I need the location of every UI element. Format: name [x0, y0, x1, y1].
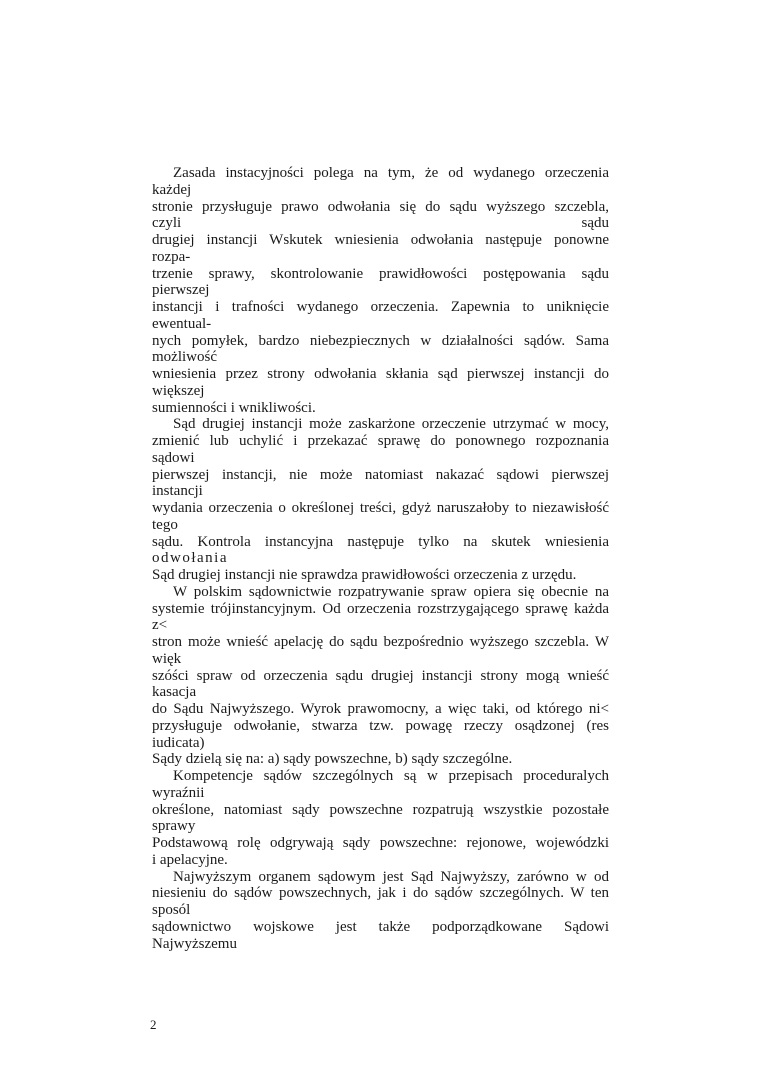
text-line: Najwyższym organem sądowym jest Sąd Najwyższy, zarówno w od — [173, 868, 609, 885]
text-line: sposól — [152, 902, 191, 918]
text-line: sądownictwo wojskowe jest także podporządkowane Sądowi — [152, 918, 609, 935]
text-line: Zasada instacyjności polega na tym, że od wydanego orzeczenia — [173, 165, 609, 181]
text-line: Sąd drugiej instancji nie sprawdza prawidłowości orzeczenia z urzędu. — [152, 567, 577, 583]
text-line: instancji — [152, 483, 203, 500]
text-line: trzenie sprawy, skontrolowanie prawidłowości postępowania sądu — [152, 265, 609, 282]
text-line: Sądy dzielą się na: a) sądy powszechne, b) sądy szczególne. — [152, 751, 513, 768]
text-line: szóści spraw od orzeczenia sądu drugiej instancji strony mogą wnieść — [152, 667, 609, 684]
text-line: stron może wnieść apelację do sądu bezpośrednio wyższego szczebla. W — [152, 634, 609, 650]
text-line: Kompetencje sądów szczególnych są w przepisach proceduralych — [173, 768, 609, 784]
text-line: możliwość — [152, 349, 217, 366]
text-line: czyli sądu — [152, 215, 609, 232]
text-line: sprawy — [152, 818, 196, 835]
text-line: wydania orzeczenia o określonej treści, gdyż naruszałoby to niezawisłość — [152, 500, 609, 516]
document-body-text — [152, 165, 609, 952]
text-line: sumienności i wnikliwości. — [152, 399, 316, 416]
text-line: zmienić lub uchylić i przekazać sprawę do ponownego rozpoznania — [152, 433, 609, 449]
text-line: z< — [152, 617, 168, 634]
text-line: Podstawową rolę odgrywają sądy powszechne: rejonowe, wojewódzki — [152, 835, 609, 851]
text-line: wniesienia przez strony odwołania skłania sąd pierwszej instancji do — [152, 366, 609, 382]
text-line: większej — [152, 382, 205, 399]
text-line: sądu. Kontrola instancyjna następuje tylko na skutek wniesienia — [152, 533, 609, 550]
text-line: do Sądu Najwyższego. Wyrok prawomocny, a więc taki, od którego ni< — [152, 701, 609, 717]
text-line: W polskim sądownictwie rozpatrywanie spraw opiera się obecnie na — [173, 583, 609, 600]
text-line: nych pomyłek, bardzo niebezpiecznych w działalności sądów. Sama — [152, 332, 609, 349]
text-line: Najwyższemu — [152, 935, 237, 952]
text-line: tego — [152, 516, 178, 533]
text-line: pierwszej instancji, nie może natomiast nakazać sądowi pierwszej — [152, 466, 609, 483]
page-number: 2 — [150, 1017, 157, 1032]
text-line: i apelacyjne. — [152, 851, 228, 868]
text-line: stronie przysługuje prawo odwołania się do sądu wyższego szczebla, — [152, 198, 609, 215]
text-line: systemie trójinstancyjnym. Od orzeczenia rozstrzygającego sprawę każda — [152, 600, 609, 617]
text-line: niesieniu do sądów powszechnych, jak i do sądów szczególnych. W ten — [152, 885, 609, 902]
text-line: ewentual- — [152, 315, 212, 332]
text-line: drugiej instancji Wskutek wniesienia odwołania następuje ponowne — [152, 232, 609, 248]
text-line: sądowi — [152, 449, 195, 466]
text-line: iudicata) — [152, 734, 205, 751]
text-line: odwołania — [152, 550, 228, 567]
text-line: kasacja — [152, 684, 197, 701]
text-line: określone, natomiast sądy powszechne rozpatrują wszystkie pozostałe — [152, 801, 609, 818]
text-line: instancji i trafności wydanego orzeczenia. Zapewnia to uniknięcie — [152, 299, 609, 315]
text-line: więk — [152, 650, 182, 667]
text-line: pierwszej — [152, 282, 210, 299]
text-line: przysługuje odwołanie, stwarza tzw. powagę rzeczy osądzonej (res — [152, 717, 609, 734]
text-line: wyraźnii — [152, 784, 205, 801]
text-line: Sąd drugiej instancji może zaskarżone orzeczenie utrzymać w mocy, — [173, 416, 609, 433]
text-line: każdej — [152, 181, 192, 198]
text-line: rozpa- — [152, 248, 191, 265]
